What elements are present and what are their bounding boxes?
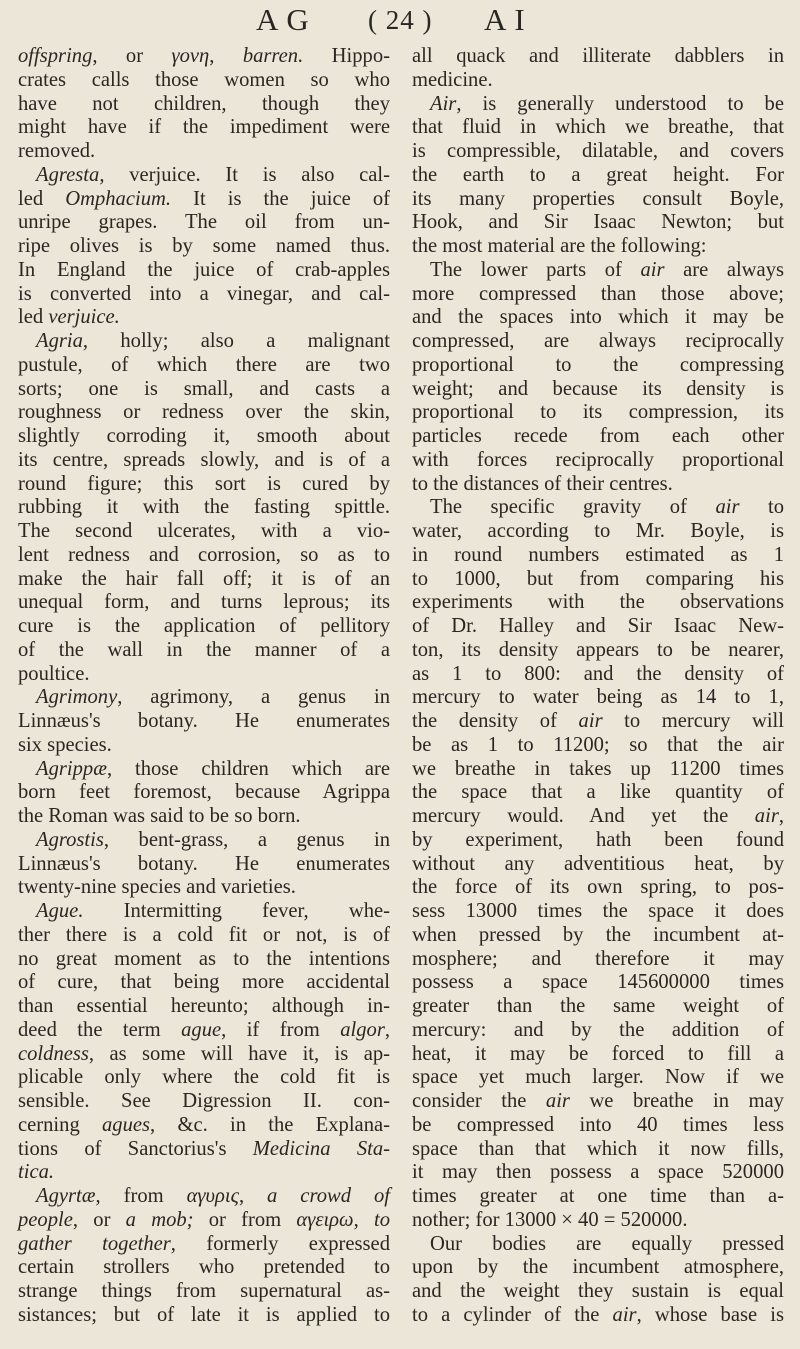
text-run: unripe grapes. The oil from un- bbox=[18, 211, 390, 234]
text-run: to 1000, but from comparing his bbox=[412, 567, 784, 590]
left-column-line bbox=[18, 971, 390, 995]
left-column-line bbox=[18, 900, 390, 924]
left-column-line bbox=[18, 1138, 390, 1162]
text-run: to the distances of their centres. bbox=[412, 472, 673, 495]
left-column-line bbox=[18, 378, 390, 402]
text-run: led bbox=[18, 187, 66, 210]
right-column-line bbox=[412, 1138, 784, 1162]
left-column-line bbox=[18, 235, 390, 259]
text-run: , whose base is bbox=[636, 1303, 784, 1326]
left-column-line bbox=[18, 924, 390, 948]
text-run: possess a space 145600000 times bbox=[412, 971, 784, 994]
left-column-line bbox=[18, 1019, 390, 1043]
text-run: lent redness and corrosion, so as to bbox=[18, 543, 390, 566]
italic-text: agues bbox=[102, 1113, 151, 1136]
right-column-line bbox=[412, 805, 784, 829]
text-run: , bbox=[238, 1185, 268, 1207]
running-head bbox=[0, 2, 800, 42]
italic-text: to bbox=[373, 1208, 390, 1231]
text-run: in round numbers estimated as 1 bbox=[412, 543, 784, 566]
text-run: sess 13000 times the space it does bbox=[412, 900, 784, 922]
right-column-line bbox=[412, 306, 784, 330]
text-run: Intermitting fever, whe- bbox=[83, 900, 390, 922]
left-column-line bbox=[18, 1304, 390, 1328]
text-run: and the weight they sustain is equal bbox=[412, 1280, 784, 1302]
left-column-line bbox=[18, 1256, 390, 1280]
italic-text: tica. bbox=[18, 1161, 55, 1184]
text-run: In England the juice of crab-apples bbox=[18, 258, 390, 281]
text-run: the earth to a great height. For bbox=[412, 163, 784, 186]
text-run: be as 1 to 11200; so that the air bbox=[412, 733, 784, 756]
text-run: of cure, that being more accidental bbox=[18, 971, 390, 994]
right-column-line bbox=[412, 496, 784, 520]
italic-text: barren. bbox=[242, 45, 304, 67]
text-run: medicine. bbox=[412, 68, 493, 91]
text-run: its centre, spreads slowly, and is of a bbox=[18, 448, 390, 471]
right-column-line bbox=[412, 1161, 784, 1185]
italic-text: Omphacium. bbox=[65, 187, 172, 210]
text-run: , bbox=[209, 45, 243, 67]
italic-text: a mob; bbox=[125, 1208, 194, 1231]
left-column-line bbox=[18, 211, 390, 235]
text-run: sistances; but of late it is applied to bbox=[18, 1303, 390, 1326]
text-run: to bbox=[739, 496, 784, 519]
left-column-line bbox=[18, 496, 390, 520]
right-column-line bbox=[412, 758, 784, 782]
right-column-line bbox=[412, 544, 784, 568]
left-column-line bbox=[18, 995, 390, 1019]
left-column-line bbox=[18, 401, 390, 425]
text-run: the space that a like quantity of bbox=[412, 781, 784, 804]
text-run: , formerly expressed bbox=[170, 1232, 390, 1255]
text-run: space than that which it now fills, bbox=[412, 1137, 784, 1160]
text-run: Hook, and Sir Isaac Newton; but bbox=[412, 211, 784, 234]
text-run: , or bbox=[92, 45, 172, 67]
text-run: ther there is a cold fit or not, is of bbox=[18, 923, 390, 946]
text-run: with forces reciprocally proportional bbox=[412, 448, 784, 471]
text-run: rubbing it with the fasting spittle. bbox=[18, 496, 390, 519]
text-run: of Dr. Halley and Sir Isaac New- bbox=[412, 615, 784, 637]
text-run: plicable only where the cold fit is bbox=[18, 1066, 390, 1089]
right-column-line bbox=[412, 1209, 784, 1233]
left-column-line bbox=[18, 568, 390, 592]
text-run: sensible. See Digression II. con- bbox=[18, 1090, 390, 1112]
left-column-line bbox=[18, 591, 390, 615]
text-run: , those children which are bbox=[106, 757, 390, 780]
left-column-line bbox=[18, 1114, 390, 1138]
text-run: roughness or redness over the skin, bbox=[18, 401, 390, 424]
text-run: all quack and illiterate dabblers in bbox=[412, 45, 784, 67]
text-run: Linnæus's botany. He enumerates bbox=[18, 710, 390, 732]
text-run: mercury would. And yet the bbox=[412, 805, 755, 827]
text-run: , &c. in the Explana- bbox=[150, 1113, 390, 1136]
text-run: no great moment as to the intentions bbox=[18, 947, 390, 970]
right-column-line bbox=[412, 615, 784, 639]
italic-text: γονη bbox=[171, 45, 210, 67]
right-column-line bbox=[412, 1043, 784, 1067]
left-column-line bbox=[18, 45, 390, 69]
right-column-line bbox=[412, 1233, 784, 1257]
text-run: nother; for 13000 × 40 = 520000. bbox=[412, 1208, 688, 1231]
text-run: round figure; this sort is cured by bbox=[18, 472, 390, 495]
text-run: sorts; one is small, and casts a bbox=[18, 377, 390, 400]
left-column-line bbox=[18, 1066, 390, 1090]
left-column-line bbox=[18, 188, 390, 212]
text-run: , bbox=[353, 1208, 374, 1231]
text-run: the force of its own spring, to pos- bbox=[412, 876, 784, 899]
left-column-line bbox=[18, 449, 390, 473]
text-run: , from bbox=[95, 1185, 187, 1207]
text-run: upon by the incumbent atmosphere, bbox=[412, 1256, 784, 1279]
right-column-line bbox=[412, 520, 784, 544]
italic-text: air bbox=[612, 1303, 637, 1326]
italic-text: air bbox=[640, 258, 665, 281]
left-column-line bbox=[18, 425, 390, 449]
italic-text: αγειρω bbox=[296, 1208, 354, 1231]
right-column-line bbox=[412, 686, 784, 710]
left-column-line bbox=[18, 306, 390, 330]
text-run: pustule, of which there are two bbox=[18, 353, 390, 376]
italic-text: Agria bbox=[36, 330, 83, 352]
text-run: than essential hereunto; although in- bbox=[18, 995, 390, 1017]
left-column-line bbox=[18, 758, 390, 782]
italic-text: Medicina Sta- bbox=[252, 1137, 390, 1160]
right-column-line bbox=[412, 259, 784, 283]
text-run: as 1 to 800: and the density of bbox=[412, 662, 784, 685]
right-column-line bbox=[412, 829, 784, 853]
text-run: particles recede from each other bbox=[412, 425, 784, 447]
right-column-line bbox=[412, 639, 784, 663]
text-run: , bbox=[384, 1018, 390, 1041]
text-run: by experiment, hath been found bbox=[412, 828, 784, 851]
text-run: consider the bbox=[412, 1090, 546, 1112]
italic-text: Ague. bbox=[36, 900, 84, 922]
text-run: experiments with the observations bbox=[412, 591, 784, 614]
right-column-line bbox=[412, 568, 784, 592]
text-run: ton, its density appears to be nearer, bbox=[412, 638, 784, 661]
page-number: ( 24 ) bbox=[368, 5, 433, 35]
left-column-line bbox=[18, 283, 390, 307]
text-run: and the spaces into which it may be bbox=[412, 306, 784, 329]
text-run: crates calls those women so who bbox=[18, 68, 390, 91]
right-column-line bbox=[412, 164, 784, 188]
italic-text: Agrimony bbox=[36, 686, 118, 709]
right-column-line bbox=[412, 93, 784, 117]
right-column-line bbox=[412, 995, 784, 1019]
left-column bbox=[18, 45, 390, 1328]
text-run: without any adventitious heat, by bbox=[412, 852, 784, 875]
right-column-line bbox=[412, 876, 784, 900]
text-run: , as some will have it, is ap- bbox=[88, 1042, 390, 1065]
left-column-line bbox=[18, 473, 390, 497]
left-column-line bbox=[18, 853, 390, 877]
right-column-line bbox=[412, 853, 784, 877]
text-run: greater than the same weight of bbox=[412, 995, 784, 1017]
text-run: of the wall in the manner of a bbox=[18, 638, 390, 661]
running-head-left: A G bbox=[256, 2, 310, 37]
italic-text: Air bbox=[430, 92, 457, 115]
text-run: born feet foremost, because Agrippa bbox=[18, 781, 390, 804]
italic-text: Agrippæ bbox=[36, 757, 107, 780]
right-column-line bbox=[412, 378, 784, 402]
left-column-line bbox=[18, 1185, 390, 1209]
right-column-line bbox=[412, 1185, 784, 1209]
text-run: make the hair fall off; it is of an bbox=[18, 567, 390, 590]
right-column-line bbox=[412, 354, 784, 378]
text-run: or from bbox=[193, 1208, 297, 1231]
text-run: are always bbox=[664, 258, 785, 281]
text-run: space yet much larger. Now if we bbox=[412, 1066, 784, 1089]
left-column-line bbox=[18, 686, 390, 710]
text-run: poultice. bbox=[18, 662, 90, 685]
left-column-line bbox=[18, 259, 390, 283]
text-run: It is the juice of bbox=[171, 187, 390, 210]
text-run: to a cylinder of the bbox=[412, 1303, 613, 1326]
text-run: , bbox=[778, 805, 784, 827]
left-column-line bbox=[18, 663, 390, 687]
left-column-line bbox=[18, 948, 390, 972]
right-column-line bbox=[412, 1304, 784, 1328]
left-column-line bbox=[18, 829, 390, 853]
italic-text: air bbox=[545, 1090, 570, 1112]
right-column-line bbox=[412, 283, 784, 307]
right-column-line bbox=[412, 69, 784, 93]
right-column-line bbox=[412, 401, 784, 425]
right-column-line bbox=[412, 1019, 784, 1043]
right-column-line bbox=[412, 211, 784, 235]
right-column-line bbox=[412, 1114, 784, 1138]
italic-text: air bbox=[754, 805, 779, 827]
text-run: the Roman was said to be so born. bbox=[18, 805, 301, 827]
italic-text: gather together bbox=[18, 1232, 171, 1255]
text-run: proportional to the compressing bbox=[412, 353, 784, 376]
text-run: the most material are the following: bbox=[412, 235, 707, 257]
right-column-line bbox=[412, 924, 784, 948]
text-run: , holly; also a malignant bbox=[82, 330, 390, 352]
text-run: mosphere; and therefore it may bbox=[412, 947, 784, 970]
left-column-line bbox=[18, 330, 390, 354]
text-run: , or bbox=[72, 1208, 126, 1231]
text-run: we breathe in may bbox=[569, 1090, 784, 1112]
text-run: weight; and because its density is bbox=[412, 377, 784, 400]
text-run: heat, it may be forced to fill a bbox=[412, 1042, 784, 1065]
right-column-line bbox=[412, 971, 784, 995]
text-run: mercury: and by the addition of bbox=[412, 1018, 784, 1041]
text-run: led bbox=[18, 306, 49, 329]
text-run: tions of Sanctorius's bbox=[18, 1137, 253, 1160]
right-column-line bbox=[412, 188, 784, 212]
left-column-line bbox=[18, 1161, 390, 1185]
italic-text: people bbox=[18, 1208, 73, 1231]
right-column-line bbox=[412, 425, 784, 449]
right-column-line bbox=[412, 1090, 784, 1114]
text-run: , agrimony, a genus in bbox=[117, 686, 390, 709]
italic-text: Agrostis bbox=[36, 828, 104, 851]
text-run: is converted into a vinegar, and cal- bbox=[18, 282, 390, 305]
italic-text: offspring bbox=[18, 45, 93, 67]
text-run: is compressible, dilatable, and covers bbox=[412, 140, 784, 162]
right-column-line bbox=[412, 1066, 784, 1090]
right-column bbox=[412, 45, 784, 1328]
right-column-line bbox=[412, 1256, 784, 1280]
text-run: , if from bbox=[221, 1018, 341, 1041]
text-run: mercury to water being as 14 to 1, bbox=[412, 686, 784, 709]
right-column-line bbox=[412, 900, 784, 924]
text-run: its many properties consult Boyle, bbox=[412, 187, 784, 210]
left-column-line bbox=[18, 164, 390, 188]
left-column-line bbox=[18, 710, 390, 734]
text-run: have not children, though they bbox=[18, 92, 390, 115]
left-column-line bbox=[18, 876, 390, 900]
right-column-line bbox=[412, 449, 784, 473]
text-run: it may then possess a space 520000 bbox=[412, 1161, 784, 1184]
text-run: cerning bbox=[18, 1113, 102, 1136]
text-run: Linnæus's botany. He enumerates bbox=[18, 852, 390, 875]
text-run: times greater at one time than a- bbox=[412, 1185, 784, 1207]
left-column-line bbox=[18, 69, 390, 93]
left-column-line bbox=[18, 544, 390, 568]
italic-text: coldness bbox=[18, 1042, 89, 1065]
left-column-line bbox=[18, 805, 390, 829]
italic-text: αγυρις bbox=[186, 1185, 239, 1207]
text-run: six species. bbox=[18, 733, 112, 756]
text-run: Our bodies are equally pressed bbox=[430, 1232, 784, 1255]
italic-text: ague bbox=[181, 1018, 222, 1041]
text-run: when pressed by the incumbent at- bbox=[412, 923, 784, 946]
right-column-line bbox=[412, 116, 784, 140]
text-run: The lower parts of bbox=[430, 258, 641, 281]
text-run: that fluid in which we breathe, that bbox=[412, 116, 784, 139]
text-run: proportional to its compression, its bbox=[412, 401, 784, 424]
left-column-line bbox=[18, 615, 390, 639]
left-column-line bbox=[18, 1233, 390, 1257]
running-head-right: A I bbox=[484, 2, 526, 37]
left-column-line bbox=[18, 1280, 390, 1304]
right-column-line bbox=[412, 948, 784, 972]
text-run: be compressed into 40 times less bbox=[412, 1113, 784, 1136]
right-column-line bbox=[412, 591, 784, 615]
left-column-line bbox=[18, 734, 390, 758]
left-column-line bbox=[18, 639, 390, 663]
italic-text: Agyrtæ bbox=[36, 1185, 96, 1207]
text-run: slightly corroding it, smooth about bbox=[18, 425, 390, 447]
text-run: , bent-grass, a genus in bbox=[103, 828, 390, 851]
right-column-line bbox=[412, 140, 784, 164]
right-column-line bbox=[412, 1280, 784, 1304]
text-run: might have if the impediment were bbox=[18, 116, 390, 139]
right-column-line bbox=[412, 710, 784, 734]
text-run: The specific gravity of bbox=[430, 496, 716, 519]
left-column-line bbox=[18, 1043, 390, 1067]
left-column-line bbox=[18, 781, 390, 805]
right-column-line bbox=[412, 235, 784, 259]
italic-text: air bbox=[715, 496, 740, 519]
text-run: to mercury will bbox=[602, 710, 784, 732]
left-column-line bbox=[18, 520, 390, 544]
text-run: we breathe in takes up 11200 times bbox=[412, 757, 784, 780]
text-run: compressed, are always reciprocally bbox=[412, 330, 784, 352]
left-column-line bbox=[18, 1090, 390, 1114]
text-run: the density of bbox=[412, 710, 579, 732]
left-column-line bbox=[18, 354, 390, 378]
text-run: The second ulcerates, with a vio- bbox=[18, 520, 390, 542]
left-column-line bbox=[18, 93, 390, 117]
italic-text: Agresta bbox=[36, 163, 100, 186]
text-run: cure is the application of pellitory bbox=[18, 615, 390, 637]
text-run: ripe olives is by some named thus. bbox=[18, 235, 390, 257]
italic-text: algor bbox=[340, 1018, 385, 1041]
right-column-line bbox=[412, 45, 784, 69]
text-run: certain strollers who pretended to bbox=[18, 1256, 390, 1279]
text-run: removed. bbox=[18, 140, 96, 162]
text-run: , is generally understood to be bbox=[456, 92, 784, 115]
right-column-line bbox=[412, 734, 784, 758]
text-run: twenty-nine species and varieties. bbox=[18, 876, 296, 899]
text-run: strange things from supernatural as- bbox=[18, 1280, 390, 1302]
text-run: unequal form, and turns leprous; its bbox=[18, 591, 390, 614]
italic-text: a crowd of bbox=[267, 1185, 390, 1207]
left-column-line bbox=[18, 1209, 390, 1233]
text-run: Hippo- bbox=[303, 45, 390, 67]
text-run: deed the term bbox=[18, 1018, 182, 1041]
right-column-line bbox=[412, 473, 784, 497]
italic-text: verjuice. bbox=[48, 306, 120, 329]
right-column-line bbox=[412, 663, 784, 687]
right-column-line bbox=[412, 781, 784, 805]
left-column-line bbox=[18, 140, 390, 164]
right-column-line bbox=[412, 330, 784, 354]
text-run: more compressed than those above; bbox=[412, 282, 784, 305]
text-run: water, according to Mr. Boyle, is bbox=[412, 520, 784, 542]
italic-text: air bbox=[578, 710, 603, 732]
text-run: , verjuice. It is also cal- bbox=[99, 163, 390, 186]
left-column-line bbox=[18, 116, 390, 140]
